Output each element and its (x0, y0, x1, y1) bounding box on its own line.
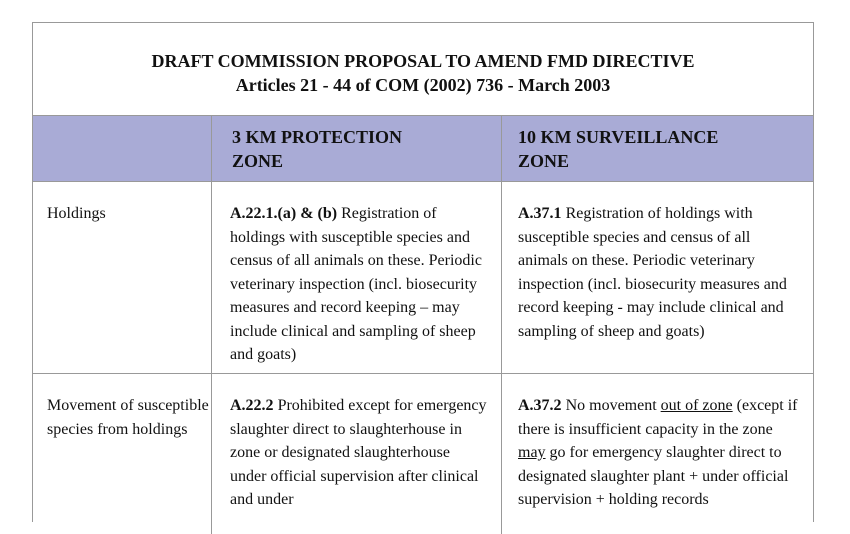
table-row (33, 374, 813, 534)
header-surveillance-line2: ZONE (518, 151, 570, 171)
header-protection-line1: 3 KM PROTECTION (232, 127, 403, 147)
row-label: Holdings (47, 205, 106, 222)
header-surveillance-line1: 10 KM SURVEILLANCE (518, 127, 719, 147)
header-surveillance-zone (501, 116, 813, 181)
protection-cell (211, 182, 501, 373)
article-ref: A.22.1.(a) & (b) (230, 205, 338, 222)
surveillance-cell (501, 182, 813, 373)
table-row (33, 182, 813, 374)
cell-text: go for emergency slaughter direct to designated slaughter plant + under official supervision + holding records (518, 444, 789, 508)
underlined-text: may (518, 444, 546, 461)
row-label: Movement of susceptible species from holdings (47, 397, 209, 438)
header-cell-blank (33, 116, 211, 181)
article-ref: A.37.2 (518, 397, 562, 414)
protection-cell (211, 374, 501, 534)
cell-text: (except if there is insufficient capacity in the zone (518, 397, 798, 438)
document-subtitle: Articles 21 - 44 of COM (2002) 736 - March 2003 (235, 75, 611, 95)
article-ref: A.22.2 (230, 397, 274, 414)
document-header (33, 23, 813, 116)
header-protection-zone (211, 116, 501, 181)
cell-text: Prohibited except for emergency slaughter direct to slaughterhouse in zone or designated slaughterhouse under official supervision after clinical and under (230, 397, 487, 508)
document-page (32, 22, 814, 522)
underlined-text: out of zone (660, 397, 733, 414)
cell-text: Registration of holdings with susceptible species and census of all animals on these. Periodic veterinary inspection (incl. biosecurity measures and record keeping – may include clinical and sampling of sheep and goats) (230, 205, 482, 363)
cell-text: No movement (561, 397, 661, 414)
surveillance-cell (501, 374, 813, 534)
article-ref: A.37.1 (518, 205, 562, 222)
table-header-row (33, 116, 813, 182)
cell-text: Registration of holdings with susceptible species and census of all animals on these. Periodic veterinary inspection (incl. biosecurity measures and record keeping - may include clinical and sampling of sheep and goats) (518, 205, 787, 340)
header-protection-line2: ZONE (232, 151, 284, 171)
document-title: DRAFT COMMISSION PROPOSAL TO AMEND FMD DIRECTIVE (151, 51, 695, 71)
